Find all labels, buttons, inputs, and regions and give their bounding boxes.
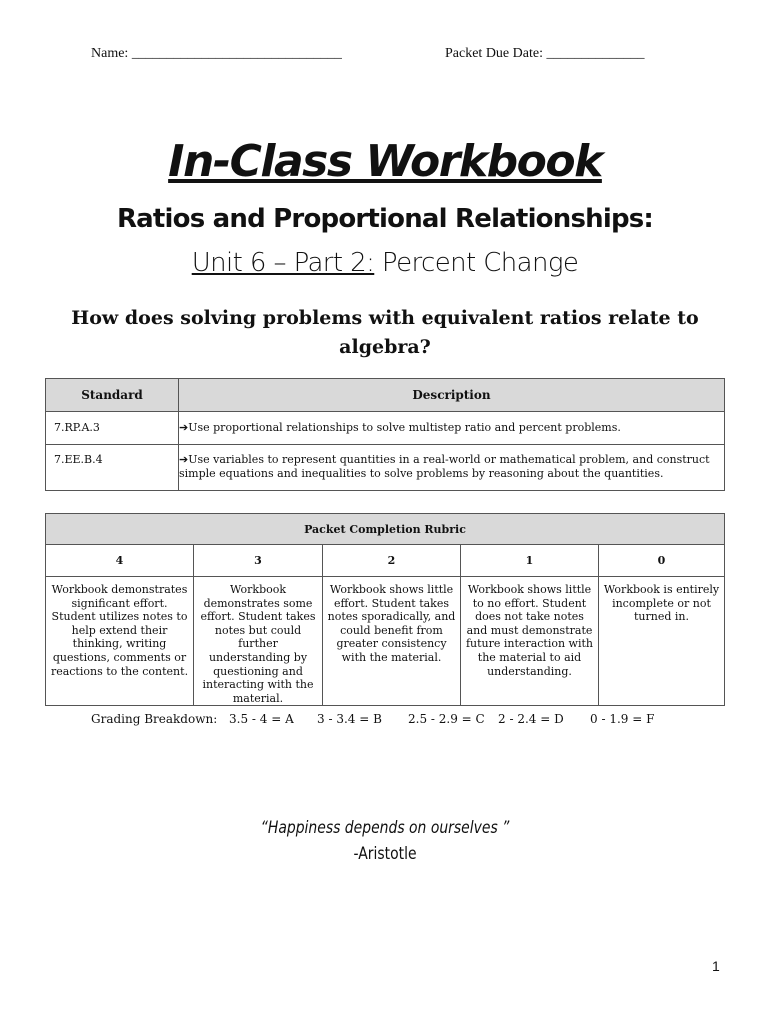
rubric-description-4: Workbook demonstrates significant effort. Student utilizes notes to help extend their thinking, writing questions, comments or reactions to the content. — [46, 577, 194, 706]
rubric-title: Packet Completion Rubric — [46, 514, 725, 545]
score-2: 2 — [323, 545, 461, 577]
score-3: 3 — [194, 545, 323, 577]
rubric-description-1: Workbook shows little to no effort. Student does not take notes and must demonstrate future interaction with the material to aid understanding. — [461, 577, 599, 706]
rubric-description-0: Workbook is entirely incomplete or not turned in. — [599, 577, 725, 706]
score-1: 1 — [461, 545, 599, 577]
grade-c: 2.5 - 2.9 = C — [408, 712, 485, 726]
quote-text: “Happiness depends on ourselves ” — [260, 818, 510, 838]
grading-label: Grading Breakdown: — [91, 712, 218, 726]
rubric-description-2: Workbook shows little effort. Student takes notes sporadically, and could benefit from greater consistency with the material. — [323, 577, 461, 706]
table-row — [46, 445, 725, 491]
rubric-description-3: Workbook demonstrates some effort. Student takes notes but could further understanding by questioning and interacting with the material. — [194, 577, 323, 706]
standard-code: 7.EE.B.4 — [46, 445, 179, 491]
standard-description: ➔Use proportional relationships to solve multistep ratio and percent problems. — [179, 412, 725, 445]
quote-block — [69, 815, 700, 867]
essential-question: How does solving problems with equivalent ratios relate to algebra? — [71, 307, 699, 358]
description-header: Description — [179, 379, 725, 412]
standard-description: ➔Use variables to represent quantities in a real-world or mathematical problem, and construct simple equations and inequalities to solve problems by reasoning about the quantities. — [179, 445, 725, 491]
quote-author: -Aristotle — [353, 844, 417, 864]
standard-code: 7.RP.A.3 — [46, 412, 179, 445]
table-row — [46, 412, 725, 445]
rubric-table — [45, 513, 725, 706]
grade-f: 0 - 1.9 = F — [590, 712, 655, 726]
name-field: Name: ______________________________ — [91, 46, 342, 61]
standards-table — [45, 378, 725, 491]
score-4: 4 — [46, 545, 194, 577]
standard-header: Standard — [46, 379, 179, 412]
unit-topic: Percent Change — [374, 248, 579, 278]
page-number: 1 — [712, 958, 720, 974]
unit-heading — [0, 248, 770, 278]
grade-d: 2 - 2.4 = D — [498, 712, 564, 726]
unit-label: Unit 6 – Part 2: — [191, 248, 375, 278]
grade-a: 3.5 - 4 = A — [229, 712, 294, 726]
page-title: In-Class Workbook — [168, 136, 602, 187]
page-subtitle: Ratios and Proportional Relationships: — [116, 204, 654, 234]
due-date-field: Packet Due Date: ______________ — [445, 46, 645, 61]
grade-b: 3 - 3.4 = B — [317, 712, 382, 726]
score-0: 0 — [599, 545, 725, 577]
